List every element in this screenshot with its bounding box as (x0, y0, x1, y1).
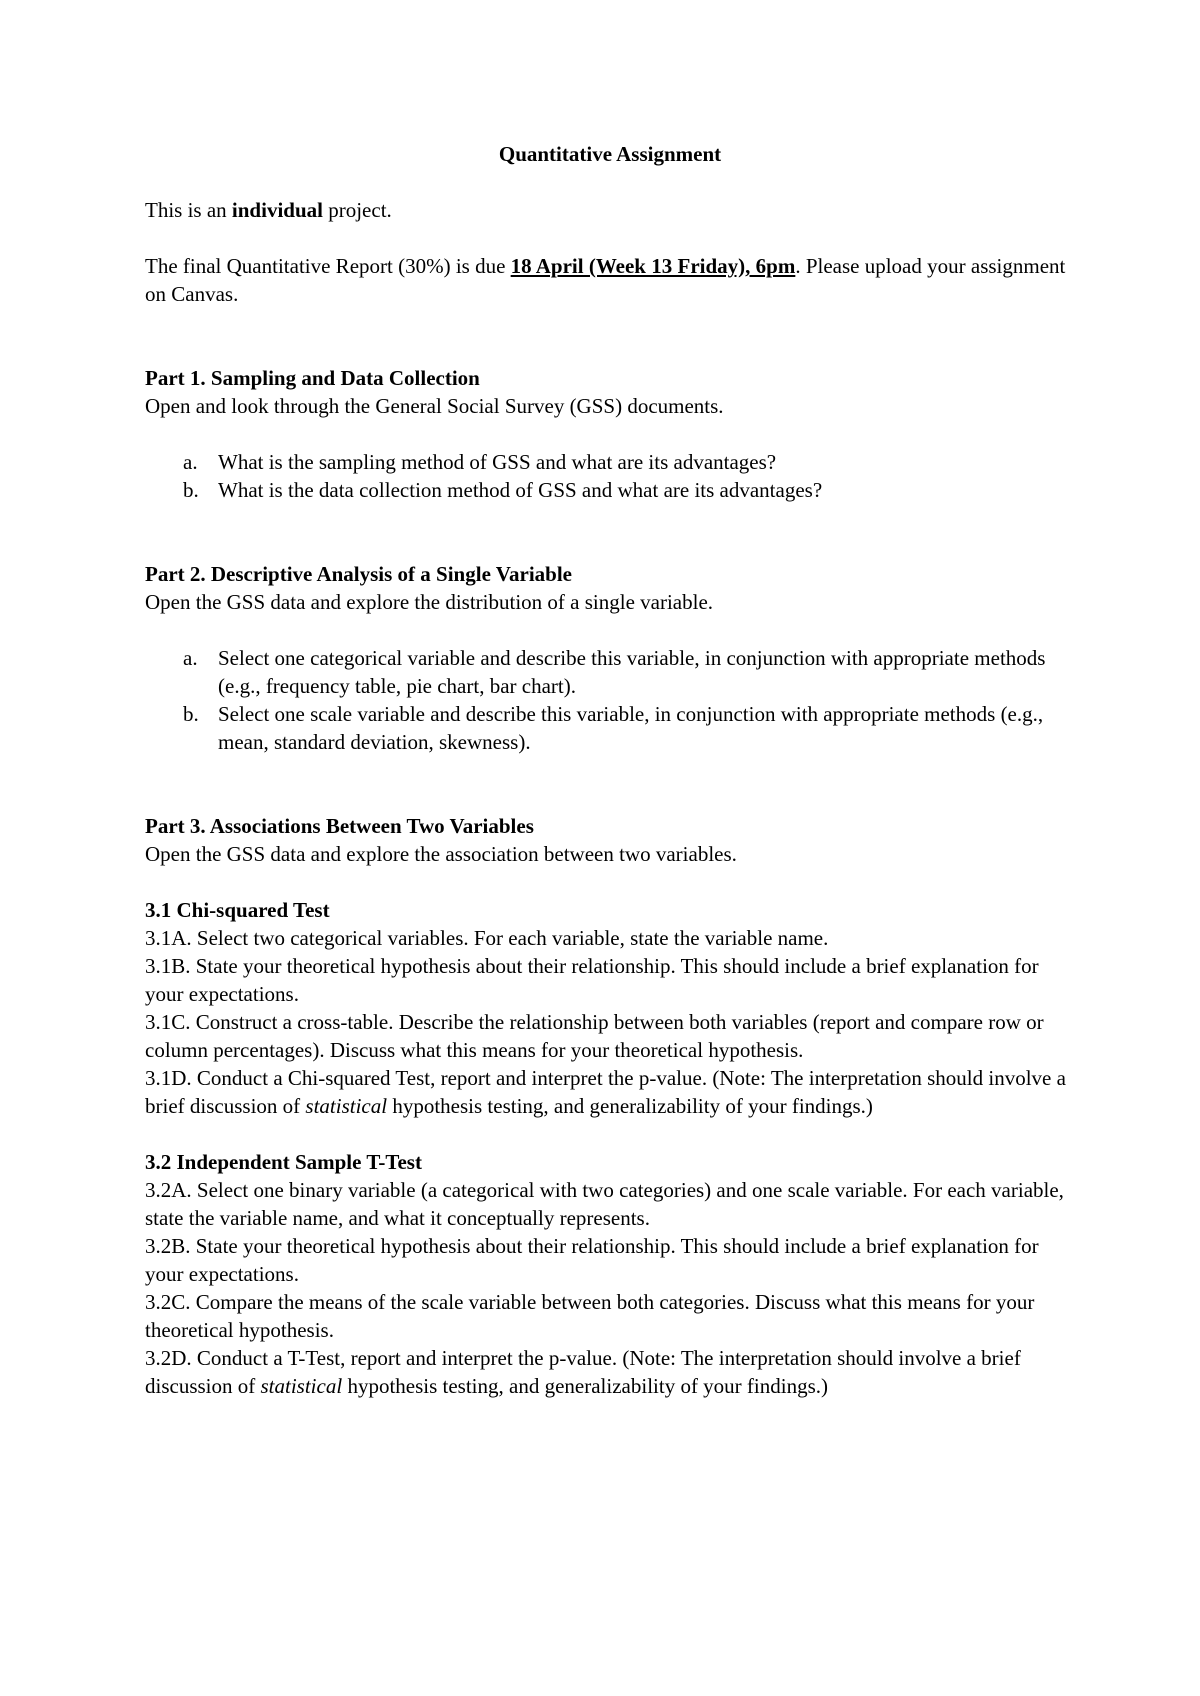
section-3-2-heading: 3.2 Independent Sample T-Test (145, 1150, 422, 1174)
question-text: What is the sampling method of GSS and what are its advantages? (218, 450, 777, 474)
question-text: Select one categorical variable and describe this variable, in conjunction with appropriate methods (e.g., frequency table, pie chart, bar chart). (218, 646, 1046, 698)
section-3-1c: 3.1C. Construct a cross-table. Describe the relationship between both variables (report and compare row or column percentages). Discuss what this means for your theoretical hypothesis. (145, 1010, 1044, 1062)
due-date-pre: The final Quantitative Report (30%) is due (145, 254, 511, 278)
part1-heading: Part 1. Sampling and Data Collection (145, 366, 480, 390)
section-3-2c: 3.2C. Compare the means of the scale variable between both categories. Discuss what this means for your theoretical hypothesis. (145, 1290, 1035, 1342)
part2-description: Open the GSS data and explore the distribution of a single variable. (145, 590, 714, 614)
due-date: 18 April (Week 13 Friday), 6pm (510, 254, 796, 278)
question-text: What is the data collection method of GSS and what are its advantages? (218, 478, 823, 502)
intro-individual-pre: This is an (145, 198, 232, 222)
list-marker: b. (183, 702, 199, 726)
part2-question-a (145, 644, 1075, 700)
document-page (145, 140, 1075, 1400)
intro-individual-post: project. (322, 198, 392, 222)
part2-question-list (145, 644, 1075, 756)
section-3-1d-post: hypothesis testing, and generalizability of your findings.) (387, 1094, 873, 1118)
section-3-2a: 3.2A. Select one binary variable (a categorical with two categories) and one scale variable. For each variable, state the variable name, and what it conceptually represents. (145, 1178, 1064, 1230)
part1-question-list (145, 448, 1075, 504)
section-3-1b: 3.1B. State your theoretical hypothesis about their relationship. This should include a brief explanation for your expectations. (145, 954, 1039, 1006)
part1-question-a (145, 448, 1075, 476)
part2-heading: Part 2. Descriptive Analysis of a Single Variable (145, 562, 572, 586)
section-3-2d-pre: 3.2D. Conduct a T-Test, report and interpret the p-value. (Note: The interpretation should involve a brief discussion of (145, 1346, 1021, 1398)
section-3-2d-italic: statistical (260, 1374, 343, 1398)
section-3-1a: 3.1A. Select two categorical variables. For each variable, state the variable name. (145, 926, 829, 950)
part2-question-b (145, 700, 1075, 756)
section-3-2d-post: hypothesis testing, and generalizability of your findings.) (342, 1374, 829, 1398)
part3-heading: Part 3. Associations Between Two Variables (145, 814, 534, 838)
list-marker: a. (183, 450, 198, 474)
question-text: Select one scale variable and describe this variable, in conjunction with appropriate methods (e.g., mean, standard deviation, skewness). (218, 702, 1044, 754)
due-date-paragraph (145, 252, 1075, 308)
list-marker: a. (183, 646, 198, 670)
section-3-1d-pre: 3.1D. Conduct a Chi-squared Test, report and interpret the p-value. (Note: The interpretation should involve a brief discussion of (145, 1066, 1066, 1118)
document-title: Quantitative Assignment (498, 142, 722, 166)
section-3-2d (145, 1344, 1075, 1400)
part3-description: Open the GSS data and explore the association between two variables. (145, 842, 737, 866)
due-date-post: . Please upload your assignment on Canvas. (145, 254, 1066, 306)
section-3-1-heading: 3.1 Chi-squared Test (145, 898, 330, 922)
section-3-1d-italic: statistical (305, 1094, 388, 1118)
list-marker: b. (183, 478, 199, 502)
part1-description: Open and look through the General Social Survey (GSS) documents. (145, 394, 724, 418)
intro-individual (145, 196, 1075, 224)
part1-question-b (145, 476, 1075, 504)
section-3-1d (145, 1064, 1075, 1120)
intro-individual-bold: individual (231, 198, 323, 222)
section-3-2b: 3.2B. State your theoretical hypothesis about their relationship. This should include a brief explanation for your expectations. (145, 1234, 1039, 1286)
